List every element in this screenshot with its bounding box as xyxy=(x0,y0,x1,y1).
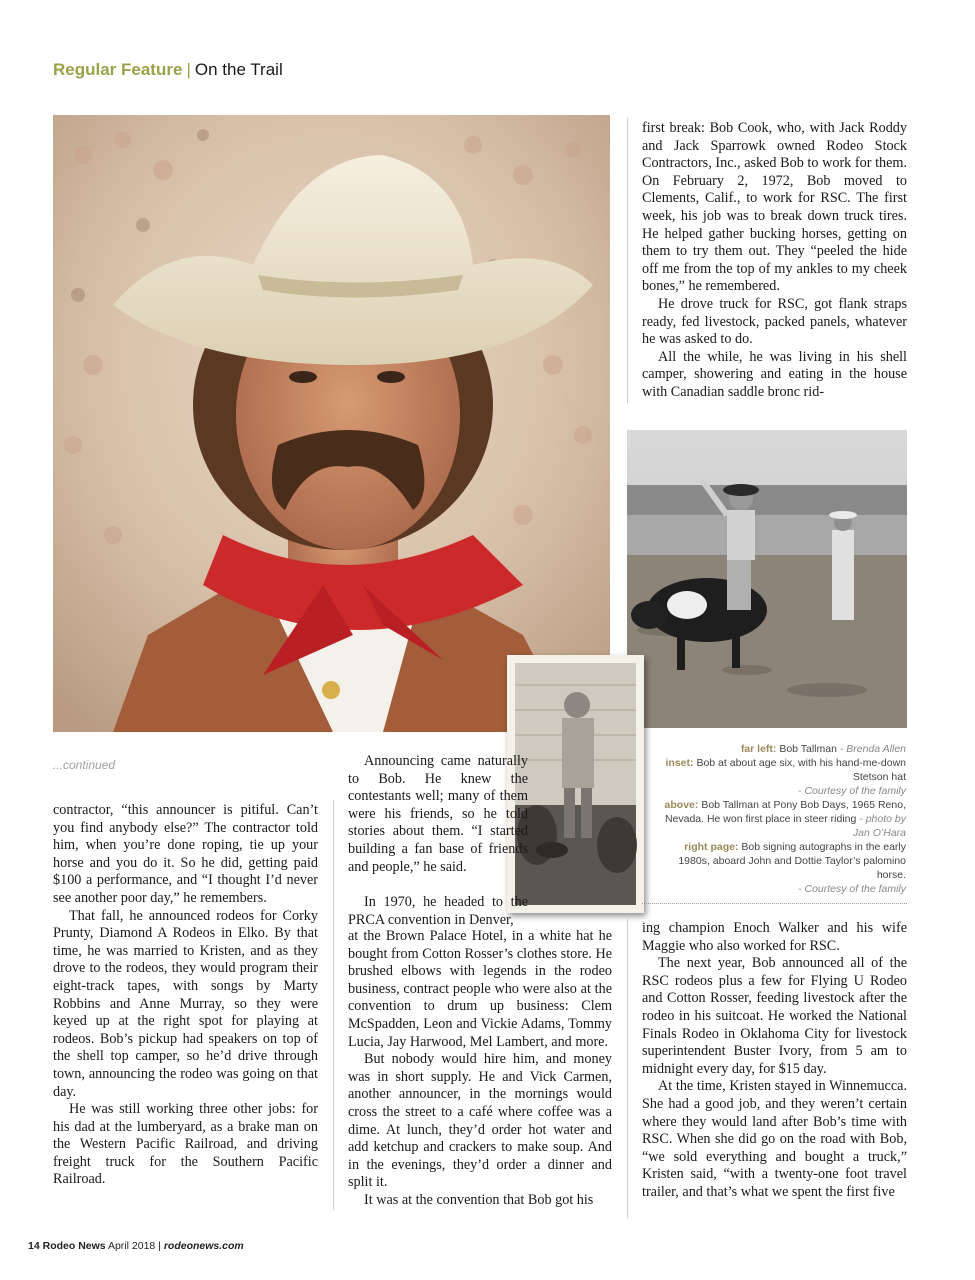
column-divider xyxy=(627,118,628,403)
caption-above: above: Bob Tallman at Pony Bob Days, 1965 Reno, Nevada. He won first place in steer riding - photo by Jan O’Hara xyxy=(664,799,906,839)
paragraph: At the time, Kristen stayed in Winnemucca. She had a good job, and they weren’t certain where they would land after Bob’s time with RSC. When she did go on the road with Bob, “we sold everything and bought a truck,” Kristen said, “with a twenty-one foot travel trailer, and that’s what we spent the first five xyxy=(642,1078,907,1200)
cowboy-portrait-photo xyxy=(53,115,610,732)
paragraph: first break: Bob Cook, who, with Jack Roddy and Jack Sparrowk owned Rodeo Stock Contractors, Inc., asked Bob to work for them. On February 2, 1972, Bob moved to Clements, Calif., to work for RSC. The first week, his job was to break down truck tires. He helped gather bucking horses, getting on them to try them out. They “peeled the hide off me from the top of my ankles to my cheek bones,” he remembered. xyxy=(642,120,907,295)
caption-divider xyxy=(642,903,907,904)
paragraph: He was still working three other jobs: for his dad at the lumberyard, as a brake man on the Western Pacific Railroad, and driving freight truck for the Southern Pacific Railroad. xyxy=(53,1101,318,1188)
page-number: 14 xyxy=(28,1240,40,1252)
photo-captions xyxy=(650,742,906,896)
column-divider xyxy=(627,918,628,1218)
issue-date: April 2018 xyxy=(107,1240,156,1252)
paragraph: contractor, “this announcer is pitiful. Can’t you find anybody else?” The contractor told him, when you’re done roping, tie up your horse and you do it. So he did, getting paid $100 a performance, and “I thought I’d never see another poor day,” he remembers. xyxy=(53,802,318,906)
header-separator: | xyxy=(186,60,191,79)
paragraph: The next year, Bob announced all of the RSC rodeos plus a few for Flying U Rodeo and Cotton Rosser, feeding livestock after the rodeo in his suitcoat. He worked the National Finals Rodeo in Oklahoma City for livestock superintendent Buster Ivory, from 5 am to midnight every day, for $15 day. xyxy=(642,955,907,1077)
column-divider xyxy=(333,800,334,1210)
section-header xyxy=(53,60,283,80)
article-column-right-top xyxy=(642,120,907,402)
paragraph: That fall, he announced rodeos for Corky Prunty, Diamond A Rodeos in Elko. By that time, he was married to Kristen, and as they drove to the rodeos, they would program their eight-track tapes, with songs by Marty Robbins and Anne Murray, so they were keyed up at the right spot for playing at rodeos. Bob’s pickup had speakers on top of the shell top camper, so he’d drive through town, announcing the rodeo was going on that day. xyxy=(53,907,318,1100)
article-column-middle-wrap xyxy=(348,894,528,929)
article-column-middle xyxy=(348,928,612,1210)
paragraph: at the Brown Palace Hotel, in a white hat he bought from Cotton Rosser’s clothes store. He brushed elbows with legends in the rodeo business, contract people who were also at the convention to drum up business: Clem McSpadden, Leon and Vickie Adams, Tommy Lucia, Jay Harwood, Mel Lambert, and more. xyxy=(348,928,612,1050)
article-column-left xyxy=(53,802,318,1189)
caption-far-left: far left: Bob Tallman - Brenda Allen xyxy=(740,743,906,755)
website-link[interactable]: rodeonews.com xyxy=(163,1240,244,1252)
feature-label: Regular Feature xyxy=(53,60,183,79)
paragraph: In 1970, he headed to the PRCA convention in Denver, xyxy=(348,894,528,928)
paragraph: All the while, he was living in his shell camper, showering and eating in the house with Canadian saddle bronc rid- xyxy=(642,348,907,400)
publication-name: Rodeo News xyxy=(42,1240,106,1252)
section-title: On the Trail xyxy=(194,60,283,79)
paragraph: Announcing came naturally to Bob. He knew the contestants well; many of them were his friends, so he told stories about them. “I started building a fan base of friends and people,” he said. xyxy=(348,753,528,875)
paragraph: It was at the convention that Bob got his xyxy=(364,1191,594,1208)
continued-label: ...continued xyxy=(53,758,116,772)
paragraph: He drove truck for RSC, got flank straps ready, fed livestock, packed panels, whatever he was asked to do. xyxy=(642,295,907,348)
page-footer xyxy=(28,1240,244,1252)
caption-right-page: right page: Bob signing autographs in the early 1980s, aboard John and Dottie Taylor’s palomino horse. - Courtesy of the family xyxy=(678,841,906,895)
caption-inset: inset: Bob at about age six, with his hand-me-down Stetson hat - Courtesy of the family xyxy=(665,757,906,797)
paragraph: ing champion Enoch Walker and his wife Maggie who also worked for RSC. xyxy=(642,920,907,954)
article-column-right-bottom xyxy=(642,920,907,1202)
paragraph: But nobody would hire him, and money was in short supply. He and Vick Carmen, another announcer, in the mornings would cross the street to a café where coffee was a dime. At lunch, they’d order hot water and add ketchup and crackers to make soup. And in the evenings, they’d order a dinner and split it. xyxy=(348,1051,612,1191)
article-column-middle-top xyxy=(348,753,528,876)
steer-riding-photo xyxy=(627,430,907,728)
footer-separator: | xyxy=(158,1240,161,1252)
